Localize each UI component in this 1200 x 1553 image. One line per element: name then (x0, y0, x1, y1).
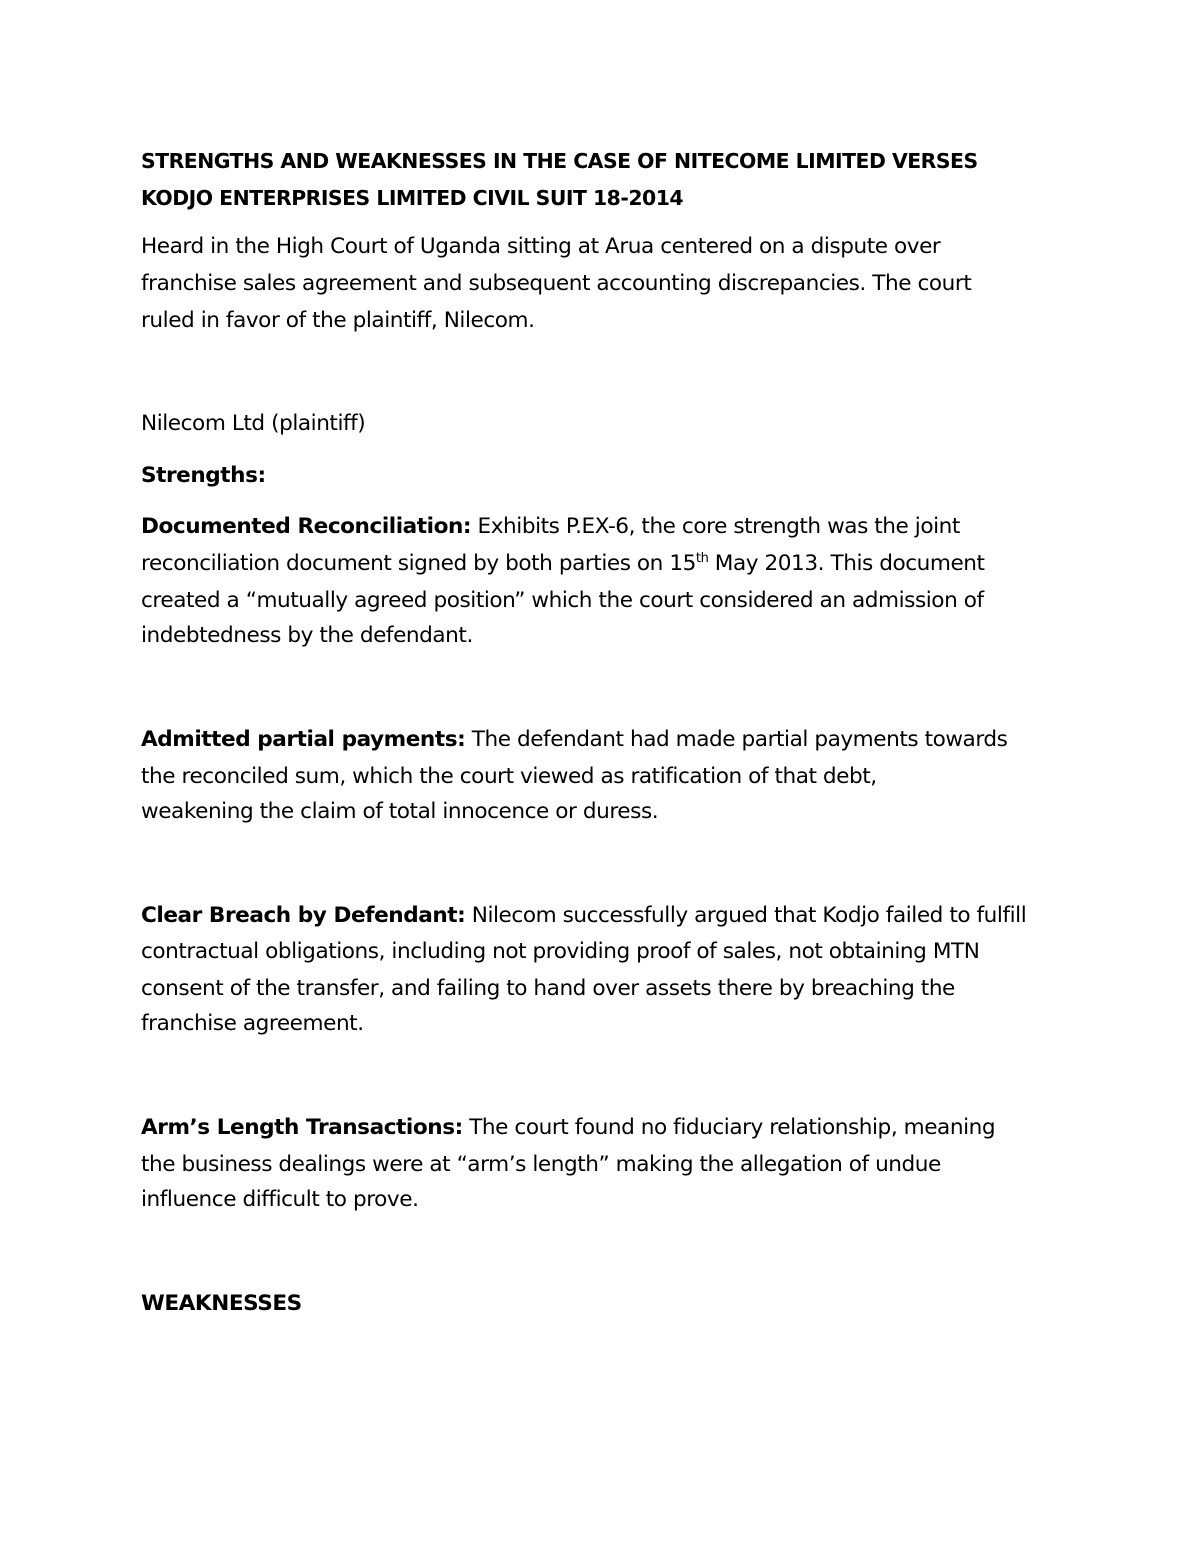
strength-heading: Documented Reconciliation: (141, 514, 472, 539)
document-title-line-2: KODJO ENTERPRISES LIMITED CIVIL SUIT 18-2014 (141, 186, 684, 210)
party-label: Nilecom Ltd (plaintiff) (141, 411, 366, 436)
strength-heading: Clear Breach by Defendant: (141, 903, 466, 928)
weaknesses-heading: WEAKNESSES (141, 1291, 302, 1316)
strength-paragraph-line (141, 1114, 995, 1142)
strength-text: May 2013. This document (708, 551, 985, 576)
strength-text: Nilecom successfully argued that Kodjo failed to fulfill (465, 903, 1027, 928)
document-title-line-1: STRENGTHS AND WEAKNESSES IN THE CASE OF NITECOME LIMITED VERSES (141, 149, 978, 173)
strength-paragraph-line: the business dealings were at “arm’s length” making the allegation of undue (141, 1152, 941, 1177)
strength-paragraph-line (141, 902, 1026, 930)
strength-paragraph-line: created a “mutually agreed position” which the court considered an admission of (141, 588, 984, 613)
strength-paragraph-line (141, 513, 960, 541)
intro-line: ruled in favor of the plaintiff, Nilecom. (141, 308, 535, 333)
strength-paragraph-line: franchise agreement. (141, 1011, 364, 1036)
strengths-heading: Strengths: (141, 463, 266, 488)
strength-text: Exhibits P.EX-6, the core strength was the joint (471, 514, 960, 539)
intro-line: franchise sales agreement and subsequent accounting discrepancies. The court (141, 271, 972, 296)
strength-heading: Admitted partial payments: (141, 727, 466, 752)
strength-paragraph-line: weakening the claim of total innocence or duress. (141, 799, 659, 824)
strength-text: reconciliation document signed by both parties on 15 (141, 551, 696, 576)
intro-line: Heard in the High Court of Uganda sitting at Arua centered on a dispute over (141, 234, 941, 259)
strength-paragraph-line: indebtedness by the defendant. (141, 623, 473, 648)
strength-paragraph-line: influence difficult to prove. (141, 1187, 419, 1212)
strength-paragraph-line: contractual obligations, including not providing proof of sales, not obtaining MTN (141, 939, 980, 964)
strength-paragraph-line: consent of the transfer, and failing to hand over assets there by breaching the (141, 976, 955, 1001)
strength-paragraph-line (141, 550, 985, 578)
strength-paragraph-line (141, 726, 1007, 754)
date-superscript: th (695, 551, 709, 566)
strength-heading: Arm’s Length Transactions: (141, 1115, 463, 1140)
strength-paragraph-line: the reconciled sum, which the court viewed as ratification of that debt, (141, 764, 877, 789)
strength-text: The defendant had made partial payments towards (465, 727, 1008, 752)
strength-text: The court found no fiduciary relationship, meaning (462, 1115, 996, 1140)
